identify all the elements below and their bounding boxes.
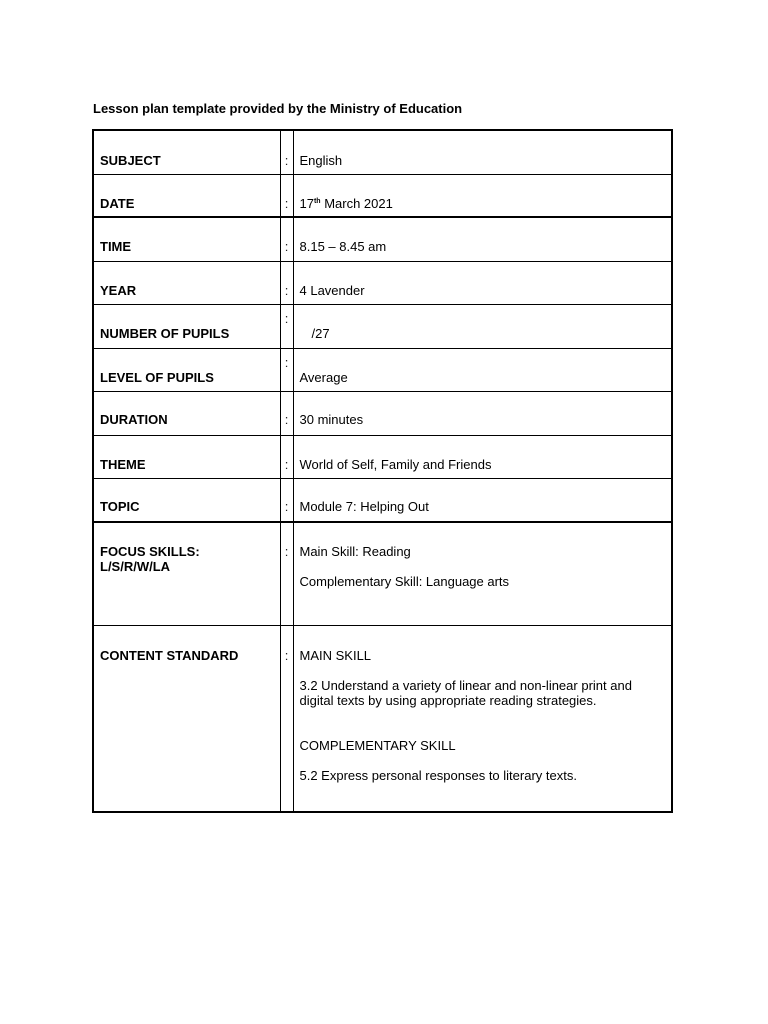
duration-value: 30 minutes (299, 411, 364, 427)
level-of-pupils-colon-cell (280, 348, 293, 391)
theme-colon-cell (280, 435, 293, 478)
time-label: TIME (100, 239, 132, 254)
focus-skills-label (94, 523, 280, 574)
theme-label: THEME (100, 456, 146, 472)
subject-value-cell (293, 130, 672, 174)
content-main-heading: MAIN SKILL (299, 647, 372, 663)
level-of-pupils-value-cell (293, 348, 672, 391)
theme-value: World of Self, Family and Friends (299, 456, 492, 472)
lesson-plan-table (92, 129, 673, 813)
row-content-standard (93, 625, 672, 812)
time-value-cell (293, 217, 672, 261)
time-value: 8.15 – 8.45 am (299, 239, 387, 254)
topic-label-cell (93, 478, 280, 522)
topic-value-cell (293, 478, 672, 522)
subject-label-cell (93, 130, 280, 174)
focus-skills-label-line1: FOCUS SKILLS: (100, 544, 200, 559)
row-duration (93, 391, 672, 435)
topic-colon: : (284, 498, 289, 514)
content-complementary-text: 5.2 Express personal responses to literary texts. (299, 767, 577, 783)
time-colon: : (284, 239, 289, 254)
topic-label: TOPIC (100, 498, 140, 514)
date-label: DATE (100, 195, 135, 211)
date-value-cell (293, 174, 672, 217)
number-of-pupils-colon-cell (280, 304, 293, 348)
date-rest: March 2021 (320, 195, 393, 211)
number-of-pupils-value-cell (293, 304, 672, 348)
row-time (93, 217, 672, 261)
focus-skills-colon-cell (280, 522, 293, 625)
row-theme (93, 435, 672, 478)
time-colon-cell (280, 217, 293, 261)
date-ordinal-suffix: th (313, 197, 321, 205)
content-main-text-line1: 3.2 Understand a variety of linear and non-linear print and (299, 677, 632, 693)
subject-value: English (299, 153, 343, 168)
date-value (294, 175, 672, 211)
year-label-cell (93, 261, 280, 304)
year-colon-cell (280, 261, 293, 304)
row-focus-skills (93, 522, 672, 625)
subject-colon: : (284, 153, 289, 168)
year-value: 4 Lavender (299, 282, 365, 298)
content-standard-label-cell (93, 625, 280, 812)
date-colon-cell (280, 174, 293, 217)
theme-label-cell (93, 435, 280, 478)
topic-value: Module 7: Helping Out (299, 498, 429, 514)
date-day: 17 (299, 195, 314, 211)
time-label-cell (93, 217, 280, 261)
content-standard-value-cell (293, 625, 672, 812)
subject-label: SUBJECT (100, 153, 161, 168)
year-colon: : (284, 282, 289, 298)
subject-colon-cell (280, 130, 293, 174)
duration-value-cell (293, 391, 672, 435)
row-number-of-pupils (93, 304, 672, 348)
theme-value-cell (293, 435, 672, 478)
content-complementary-heading: COMPLEMENTARY SKILL (299, 737, 456, 753)
year-label: YEAR (100, 282, 137, 298)
row-topic (93, 478, 672, 522)
main-skill-text: Main Skill: Reading (299, 544, 411, 559)
row-date (93, 174, 672, 217)
level-of-pupils-colon: : (284, 354, 289, 370)
content-standard-colon: : (284, 647, 289, 663)
complementary-skill-text: Complementary Skill: Language arts (299, 574, 510, 589)
number-of-pupils-colon: : (284, 310, 289, 326)
level-of-pupils-value: Average (299, 369, 348, 385)
row-subject (93, 130, 672, 174)
date-label-cell (93, 174, 280, 217)
number-of-pupils-label: NUMBER OF PUPILS (100, 325, 230, 341)
duration-label: DURATION (100, 411, 168, 427)
focus-skills-label-line2: L/S/R/W/LA (100, 559, 171, 574)
year-value-cell (293, 261, 672, 304)
content-standard-colon-cell (280, 625, 293, 812)
row-year (93, 261, 672, 304)
level-of-pupils-label-cell (93, 348, 280, 391)
focus-skills-values (294, 523, 672, 589)
number-of-pupils-label-cell (93, 304, 280, 348)
content-standard-label: CONTENT STANDARD (100, 647, 239, 663)
topic-colon-cell (280, 478, 293, 522)
content-standard-values (294, 626, 672, 783)
theme-colon: : (284, 456, 289, 472)
number-of-pupils-value: /27 (311, 325, 330, 341)
date-colon: : (284, 195, 289, 211)
focus-skills-label-cell (93, 522, 280, 625)
row-level-of-pupils (93, 348, 672, 391)
content-main-text-line2: digital texts by using appropriate reading strategies. (299, 692, 597, 708)
duration-colon-cell (280, 391, 293, 435)
level-of-pupils-label: LEVEL OF PUPILS (100, 369, 214, 385)
duration-colon: : (284, 411, 289, 427)
focus-skills-value-cell (293, 522, 672, 625)
document-title: Lesson plan template provided by the Ministry of Education (93, 101, 463, 116)
focus-skills-colon: : (284, 544, 289, 559)
duration-label-cell (93, 391, 280, 435)
